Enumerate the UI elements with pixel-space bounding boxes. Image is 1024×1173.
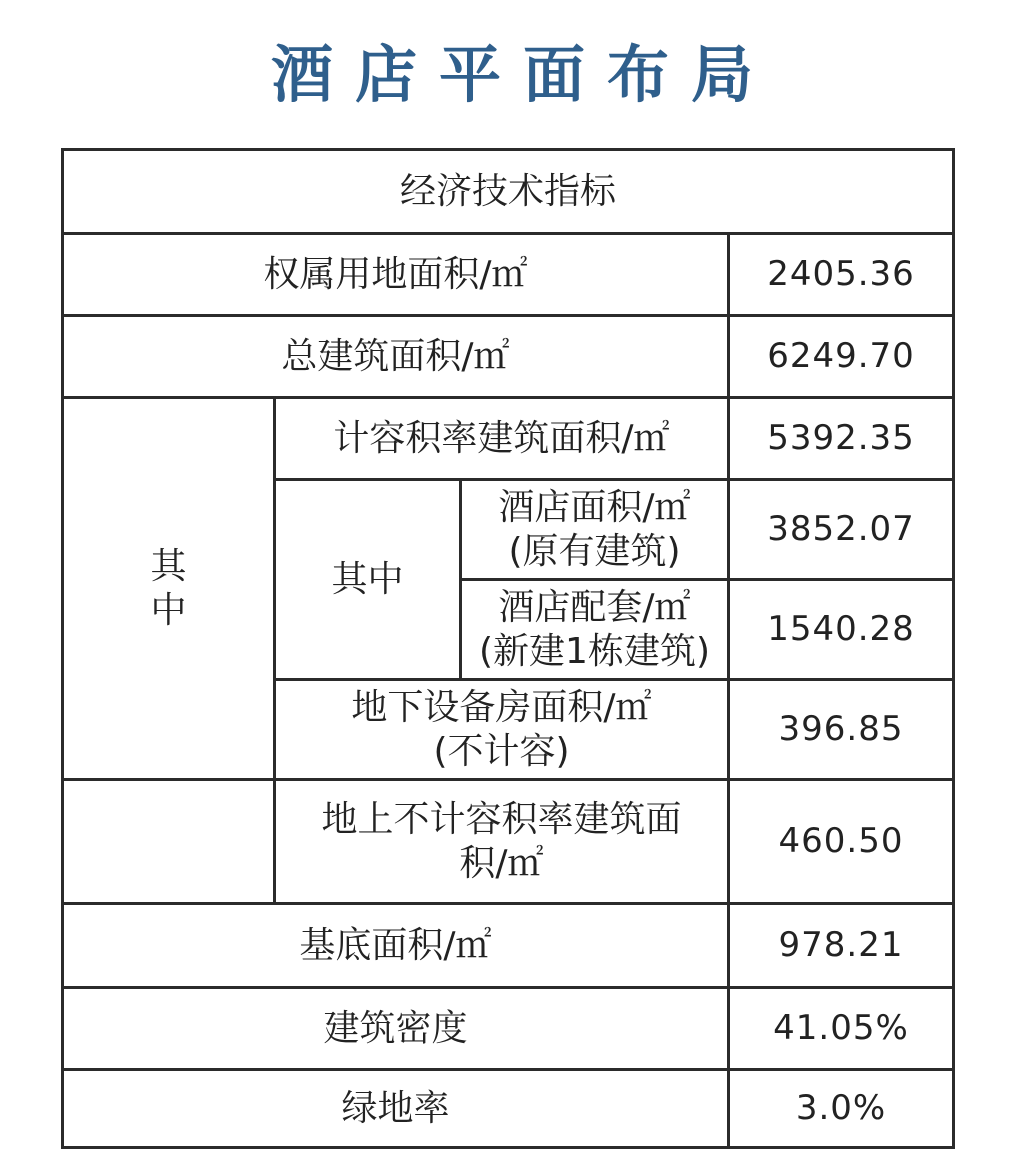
table-row [63,904,954,988]
group-label-top: 其 [150,546,187,588]
hotel-support-label: 酒店配套/㎡ (新建1栋建筑) [461,580,729,680]
table-row [63,988,954,1070]
table-header-row [63,150,954,234]
above-ground-nonfar-value: 460.50 [729,780,954,904]
page-title: 酒店平面布局 [270,38,775,111]
hotel-support-value: 1540.28 [729,580,954,680]
table-row [63,234,954,316]
land-area-label: 权属用地面积/㎡ [63,234,729,316]
empty-cell [63,780,275,904]
table-row [63,780,954,904]
far-gfa-value: 5392.35 [729,398,954,480]
density-label: 建筑密度 [63,988,729,1070]
underground-equipment-value: 396.85 [729,680,954,780]
above-ground-nonfar-label: 地上不计容积率建筑面积/㎡ [275,780,729,904]
green-ratio-label: 绿地率 [63,1070,729,1148]
table-header: 经济技术指标 [63,150,954,234]
group-label-cell [63,398,275,780]
footprint-value: 978.21 [729,904,954,988]
economic-indicators-table [61,148,955,1149]
hotel-area-value: 3852.07 [729,480,954,580]
group-label-bottom: 中 [150,589,187,631]
table-row [63,316,954,398]
total-gfa-value: 6249.70 [729,316,954,398]
density-value: 41.05% [729,988,954,1070]
green-ratio-value: 3.0% [729,1070,954,1148]
footprint-label: 基底面积/㎡ [63,904,729,988]
far-gfa-label: 计容积率建筑面积/㎡ [275,398,729,480]
land-area-value: 2405.36 [729,234,954,316]
table-row [63,398,954,480]
underground-equipment-label: 地下设备房面积/㎡ (不计容) [275,680,729,780]
total-gfa-label: 总建筑面积/㎡ [63,316,729,398]
hotel-area-label: 酒店面积/㎡ (原有建筑) [461,480,729,580]
sub-group-label: 其中 [275,480,461,680]
table-row [63,1070,954,1148]
